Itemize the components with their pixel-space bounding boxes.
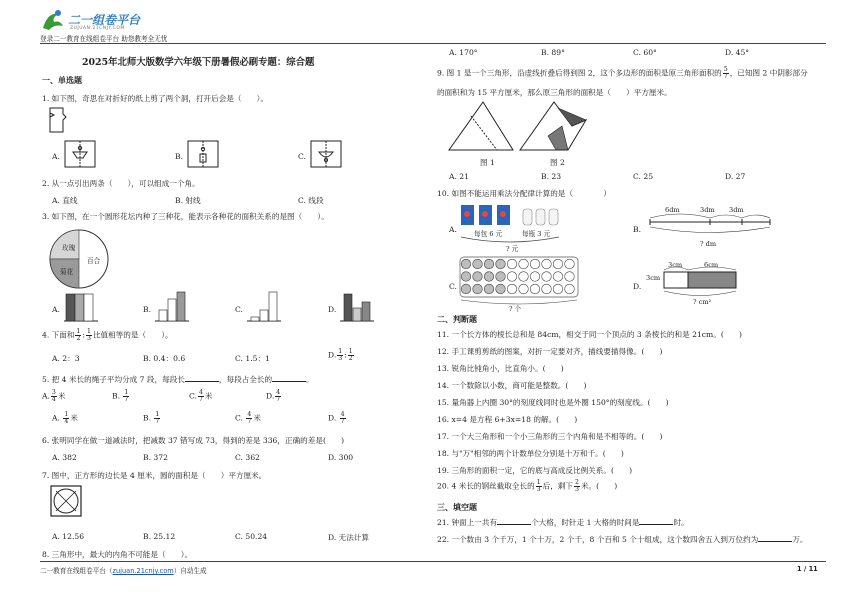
q9-option-d[interactable]: D. 27 (725, 172, 746, 181)
logo-text: 二一组卷平台 (68, 13, 141, 27)
question-5: 5. 把 4 米长的绳子平均分成 7 段，每段长 ，每段占全长的 。 (42, 375, 314, 384)
question-7: 7. 图中，正方形的边长是 4 厘米，圆的面积是（ ）平方厘米。 (42, 471, 267, 480)
question-4 (42, 329, 173, 342)
q2-option-b[interactable]: B. 射线 (175, 196, 201, 205)
q3-option-c-label[interactable]: C. (235, 305, 243, 314)
q3-option-d-bars[interactable] (340, 290, 374, 322)
q21-blank-2[interactable] (639, 518, 673, 525)
grid-circle (519, 259, 529, 269)
q7-option-d[interactable]: D. 无法计算 (328, 533, 370, 542)
footer-divider (40, 561, 826, 562)
grid-circle (519, 272, 529, 282)
grid-circle (519, 284, 529, 294)
question-18: 18. 与"万"相邻的两个计数单位分别是十万和千。( ) (437, 449, 624, 458)
q9-figure-2-polygon (518, 100, 588, 156)
q6-option-b[interactable]: B. 372 (143, 453, 168, 462)
q1-option-b-figure[interactable] (187, 140, 219, 168)
q5-row2-option-c[interactable]: C. $\frac{4}{7}$ 米 (235, 411, 261, 426)
q10-option-a-total: ? 元 (506, 245, 519, 253)
q5-row1-option-d[interactable]: D. $\frac{4}{7}$ (266, 389, 281, 404)
q10-option-b-label[interactable]: B. (633, 225, 641, 234)
question-16: 16. x=4 是方程 6+3x=18 的解。( ) (437, 415, 578, 424)
q8-option-a[interactable]: A. 170° (449, 48, 478, 57)
q10-option-c-total: ? 个 (509, 305, 522, 313)
question-1: 1. 如下图，奇思在对折好的纸上剪了两个洞，打开后会是（ ）。 (42, 94, 269, 103)
grid-circle (507, 284, 517, 294)
q10-option-a-price-2: 每瓶 3 元 (522, 230, 551, 238)
q1-option-b-label[interactable]: B. (175, 152, 183, 161)
q10-option-c-label[interactable]: C. (449, 282, 457, 291)
grid-circle (484, 284, 494, 294)
q5-row1-option-b[interactable]: B. $\frac{1}{7}$ (112, 389, 129, 404)
q5-row2-option-d[interactable]: D. $\frac{4}{7}$ (328, 411, 345, 426)
q3-option-b-bars[interactable] (155, 290, 189, 322)
grid-circle (553, 272, 563, 282)
question-19: 19. 三角形的面积一定，它的底与高成反比例关系。( ) (437, 466, 633, 475)
grid-circle (473, 284, 483, 294)
q4-option-d[interactable]: D. $\frac{1}{3}$ : $\frac{1}{2}$ (328, 348, 353, 363)
q6-option-a[interactable]: A. 382 (52, 453, 77, 462)
grid-circle (496, 272, 506, 282)
question-11: 11. 一个长方体的棱长总和是 84cm，相交于同一个顶点的 3 条棱长的和是 21cm。( ) (437, 330, 742, 339)
question-2: 2. 从一点引出两条（ ），可以组成一个角。 (42, 179, 200, 188)
grid-circle (507, 272, 517, 282)
q22-blank[interactable] (758, 535, 792, 542)
q4-fraction-1: $\frac{1}{2}$ (76, 328, 81, 343)
q4-colon: : (82, 330, 85, 340)
q10-option-c-circles-grid[interactable] (459, 256, 579, 306)
grid-circle (565, 272, 575, 282)
question-8: 8. 三角形中，最大的内角不可能是（ ）。 (42, 550, 193, 559)
q10-option-b-segment-3: 3dm (729, 206, 744, 214)
section-heading-true-false: 二、判断题 (437, 315, 477, 324)
question-10: 10. 如图不能运用乘法分配律计算的是（ ） (437, 189, 611, 198)
q5-blank-1[interactable] (185, 375, 219, 382)
q5-row1-option-c[interactable]: C. $\frac{4}{7}$ 米 (189, 389, 213, 404)
q10-option-b-total: ? dm (700, 240, 717, 248)
q9-figure-1-caption: 图 1 (480, 158, 495, 167)
q10-option-b-segment-2: 3dm (700, 206, 715, 214)
question-22: 22. 一个数由 3 个千万，1 个十万，2 个千，8 个百和 5 个十组成，这个数四舍五入到万位约为 万。 (437, 535, 808, 544)
q5-blank-2[interactable] (272, 375, 306, 382)
q5-row1-option-a[interactable]: A. $\frac{3}{4}$ 米 (42, 389, 66, 404)
header-divider (40, 43, 826, 44)
q4-option-b[interactable]: B. 0.4：0.6 (143, 354, 186, 363)
grid-circle (461, 284, 471, 294)
q4-text-post: 比值相等的是（ ）。 (92, 330, 173, 340)
grid-circle (530, 284, 540, 294)
header-slogan: 登录二一教育在线组卷平台 助您教考全无忧 (40, 35, 168, 43)
section-heading-fill-blank: 三、填空题 (437, 503, 477, 512)
footer-link[interactable]: zujuan.21cnjy.com (112, 567, 174, 575)
q21-blank-1[interactable] (497, 518, 531, 525)
grid-circle (565, 259, 575, 269)
q10-option-a-label[interactable]: A. (449, 225, 457, 234)
q7-option-b[interactable]: B. 25.12 (143, 532, 176, 541)
q1-option-c-figure[interactable] (310, 140, 342, 168)
q8-option-c[interactable]: C. 60° (633, 48, 657, 57)
question-20: 20. 4 米长的钢丝截取全长的 $\frac{1}{3}$ 后，剩下 $\frac{2}{3}$ 米。( ) (437, 479, 618, 494)
question-13: 13. 锐角比钝角小，比直角小。( ) (437, 364, 564, 373)
q7-option-a[interactable]: A. 12.56 (52, 532, 85, 541)
q9-option-b[interactable]: B. 23 (541, 172, 562, 181)
question-9-line-2: 的面积和为 15 平方厘米，那么原三角形的面积是（ ）平方厘米。 (437, 88, 672, 97)
q7-option-c[interactable]: C. 50.24 (235, 532, 268, 541)
grid-circle (484, 259, 494, 269)
q10-option-d-width-2: 6cm (704, 261, 719, 269)
logo-icon (40, 8, 66, 34)
grid-circle (542, 272, 552, 282)
grid-circle (530, 272, 540, 282)
q10-option-a-price-1: 每包 6 元 (474, 230, 503, 238)
q10-option-b-segment-1: 6dm (665, 206, 680, 214)
q3-pie-label-lily: 百合 (87, 257, 101, 265)
footer-source: 二一教育在线组卷平台（zujuan.21cnjy.com）自动生成 (40, 567, 207, 575)
q1-folded-paper-figure (49, 107, 69, 133)
q10-option-d-width-1: 3cm (668, 261, 683, 269)
q10-option-d-total: ? cm² (693, 298, 712, 306)
q8-option-b[interactable]: B. 89° (541, 48, 565, 57)
grid-circle (530, 259, 540, 269)
grid-circle (507, 259, 517, 269)
grid-circle (473, 272, 483, 282)
question-3: 3. 如下图，在一个圆形花坛内种了三种花，能表示各种花的面积关系的是图（ ）。 (42, 212, 329, 221)
question-9-line-1: 9. 图 1 是一个三角形，沿虚线折叠后得到图 2，这个多边形的面积是原三角形面积的 $\frac{5}{7}$ ，已知图 2 中阴影部分 (437, 66, 808, 81)
q3-pie-label-rose: 玫瑰 (62, 244, 76, 252)
grid-circle (542, 259, 552, 269)
q10-option-d-label[interactable]: D. (633, 282, 642, 291)
q4-option-c[interactable]: C. 1.5：1 (235, 354, 270, 363)
q9-option-c[interactable]: C. 25 (633, 172, 654, 181)
q3-pie-chart (48, 228, 110, 290)
question-6: 6. 张明同学在做一道减法时，把减数 37 错写成 73，得到的差是 336，正确的差是( ) (42, 436, 345, 445)
q8-option-d[interactable]: D. 45° (725, 48, 750, 57)
question-17: 17. 一个大三角形和一个小三角形的三个内角和是不相等的。( ) (437, 432, 663, 441)
q9-figure-1-triangle (447, 100, 515, 156)
grid-circle (484, 272, 494, 282)
grid-circle (496, 284, 506, 294)
logo-subtext: ZUJUAN.21CNJY.COM (70, 26, 125, 31)
q3-option-a-label[interactable]: A. (52, 305, 60, 314)
q6-option-d[interactable]: D. 300 (328, 453, 354, 462)
q3-option-a-bars[interactable] (64, 290, 98, 322)
q5-row2-option-a[interactable]: A. $\frac{1}{4}$ 米 (52, 411, 78, 426)
q9-figure-2-caption: 图 2 (550, 158, 565, 167)
grid-circle (461, 259, 471, 269)
q4-text-pre: 4. 下面和 (42, 330, 75, 340)
q3-option-c-bars[interactable] (247, 290, 281, 322)
page-number: 1 / 11 (797, 565, 818, 573)
grid-circle (473, 259, 483, 269)
q10-option-d-height: 3cm (646, 274, 661, 282)
q10-option-b-segment-diagram[interactable] (648, 210, 774, 240)
q3-option-b-label[interactable]: B. (143, 305, 151, 314)
q3-pie-label-chrysanthemum: 菊花 (60, 268, 74, 276)
question-15: 15. 量角器上内圈 30°的刻度线同时也是外圈 150°的刻度线。( ) (437, 398, 669, 407)
q4-fraction-2: $\frac{1}{3}$ (86, 328, 91, 343)
q9-option-a[interactable]: A. 21 (449, 172, 469, 181)
grid-circle (553, 284, 563, 294)
q6-option-c[interactable]: C. 362 (235, 453, 260, 462)
question-21: 21. 钟面上一共有 个大格，时针走 1 大格的时间是 时。 (437, 518, 689, 527)
q2-option-c[interactable]: C. 线段 (298, 196, 324, 205)
q7-square-circle-figure (50, 485, 82, 517)
grid-circle (565, 284, 575, 294)
q1-option-a-figure[interactable] (64, 140, 96, 168)
question-14: 14. 一个数除以小数，商可能是整数。( ) (437, 381, 587, 390)
document-title: 2025年北师大版数学六年级下册暑假必刷专题：综合题 (82, 57, 315, 68)
section-heading-single-choice: 一、单选题 (42, 76, 82, 85)
q5-row2-option-b[interactable]: B. $\frac{1}{7}$ (143, 411, 160, 426)
q2-option-a[interactable]: A. 直线 (52, 196, 78, 205)
grid-circle (496, 259, 506, 269)
question-12: 12. 手工课剪剪纸的图案，对折一定要对齐，描线要描得像。( ) (437, 347, 663, 356)
q1-option-a-label[interactable]: A. (52, 152, 60, 161)
grid-circle (542, 284, 552, 294)
q3-option-d-label[interactable]: D. (328, 305, 337, 314)
grid-circle (461, 272, 471, 282)
grid-circle (553, 259, 563, 269)
q1-option-c-label[interactable]: C. (298, 152, 306, 161)
q4-option-a[interactable]: A. 2：3 (52, 354, 80, 363)
